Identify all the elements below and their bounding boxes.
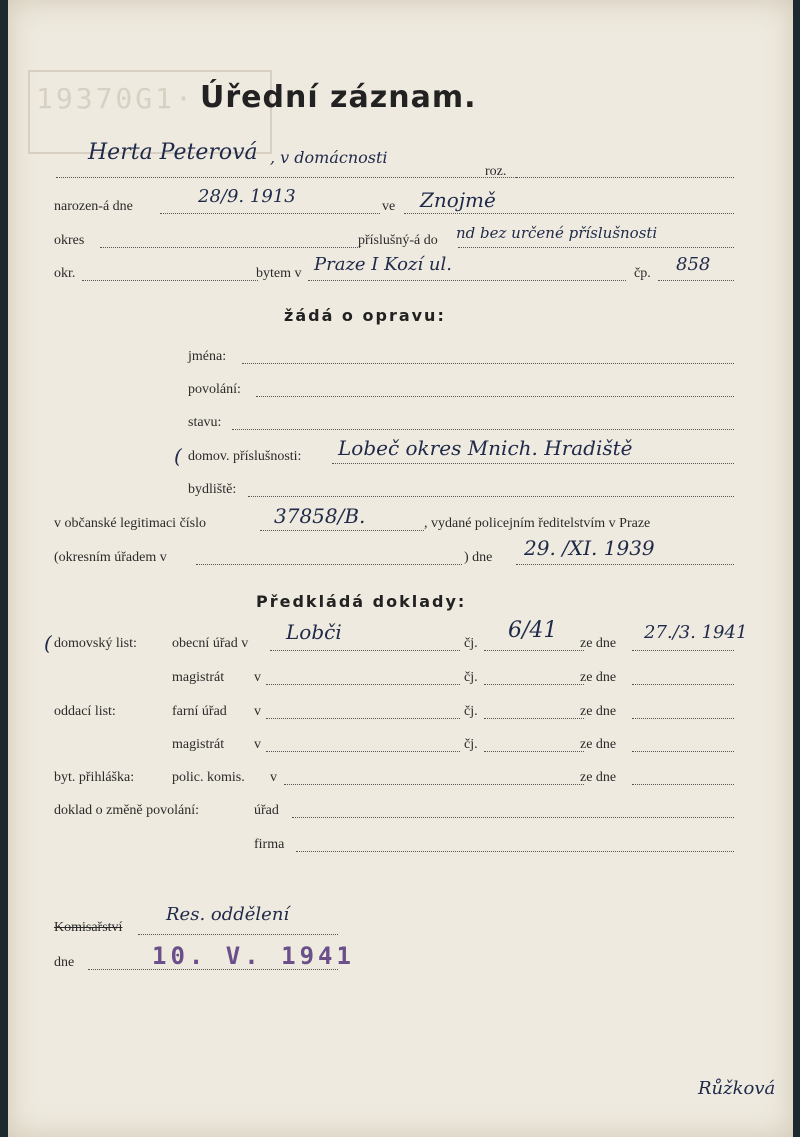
born-place-label: ve: [382, 199, 396, 214]
roz-label: roz.: [485, 164, 507, 179]
homeright-bracket: (: [174, 444, 182, 468]
request-heading: žádá o opravu:: [284, 306, 446, 325]
document-sheet: [8, 0, 793, 1137]
ze-dne-label-3: ze dne: [580, 704, 617, 719]
municipal-office-value: Lobči: [286, 620, 342, 644]
belongs-value: nd bez určené příslušnosti: [456, 224, 658, 242]
signature: Růžková: [698, 1078, 776, 1099]
cj-label-2: čj.: [464, 670, 478, 685]
magistrat-v-1: v: [254, 670, 261, 685]
page-title: Úřední záznam.: [200, 80, 477, 115]
faded-stamp-number: 19370G1·: [36, 82, 195, 115]
id-label: v občanské legitimaci číslo: [54, 516, 207, 531]
commissariat-value: Res. oddělení: [166, 904, 290, 925]
marriage-label: oddací list:: [54, 704, 116, 719]
ze-dne-label-4: ze dne: [580, 737, 617, 752]
footer-dne-label: dne: [54, 955, 75, 970]
ze-dne-label-2: ze dne: [580, 670, 617, 685]
ze-dne-label-1: ze dne: [580, 636, 617, 651]
home-list-bracket: (: [44, 631, 52, 655]
police-v: v: [270, 770, 277, 785]
district-label: okres: [54, 233, 85, 248]
date-stamp: 10. V. 1941: [152, 942, 355, 970]
cp-value: 858: [676, 254, 711, 275]
homeright-value: Lobeč okres Mnich. Hradiště: [338, 436, 633, 460]
cj-label-1: čj.: [464, 636, 478, 651]
office-label: úřad: [254, 803, 279, 818]
municipal-office-label: obecní úřad v: [172, 636, 249, 651]
cp-label: čp.: [634, 266, 651, 281]
marital-status-label: stavu:: [188, 415, 222, 430]
issued-label: , vydané policejním ředitelstvím v Praze: [424, 516, 651, 531]
cj-value-1: 6/41: [508, 618, 558, 643]
born-date: 28/9. 1913: [198, 186, 296, 207]
person-status: , v domácnosti: [270, 148, 388, 167]
parish-label: farní úřad: [172, 704, 227, 719]
born-place: Znojmě: [420, 188, 496, 212]
ze-dne-value-1: 27./3. 1941: [644, 622, 748, 643]
lives-label: bytem v: [256, 266, 302, 281]
issue-date-value: 29. /XI. 1939: [524, 536, 655, 560]
cj-label-4: čj.: [464, 737, 478, 752]
commissariat-label: Komisařství: [54, 920, 123, 935]
parish-v: v: [254, 704, 261, 719]
magistrat-label-1: magistrát: [172, 670, 225, 685]
magistrat-v-2: v: [254, 737, 261, 752]
magistrat-label-2: magistrát: [172, 737, 225, 752]
cj-label-3: čj.: [464, 704, 478, 719]
okr-label: okr.: [54, 266, 76, 281]
occupation-label: povolání:: [188, 382, 241, 397]
id-value: 37858/B.: [274, 504, 366, 528]
belongs-label: příslušný-á do: [358, 233, 438, 248]
homeright-label: domov. příslušnosti:: [188, 449, 302, 464]
occupation-change-label: doklad o změně povolání:: [54, 803, 200, 818]
residence-label: bydliště:: [188, 482, 237, 497]
born-label: narozen-á dne: [54, 199, 133, 214]
home-list-label: domovský list:: [54, 636, 137, 651]
lives-value: Praze I Kozí ul.: [314, 254, 452, 275]
ze-dne-label-5: ze dne: [580, 770, 617, 785]
residence-registration-label: byt. přihláška:: [54, 770, 135, 785]
issue-date-label: ) dne: [464, 550, 493, 565]
police-label: polic. komis.: [172, 770, 245, 785]
district-office-label: (okresním úřadem v: [54, 550, 167, 565]
firm-label: firma: [254, 837, 285, 852]
names-label: jména:: [188, 349, 227, 364]
person-name: Herta Peterová: [88, 140, 258, 165]
documents-heading: Předkládá doklady:: [256, 592, 467, 611]
